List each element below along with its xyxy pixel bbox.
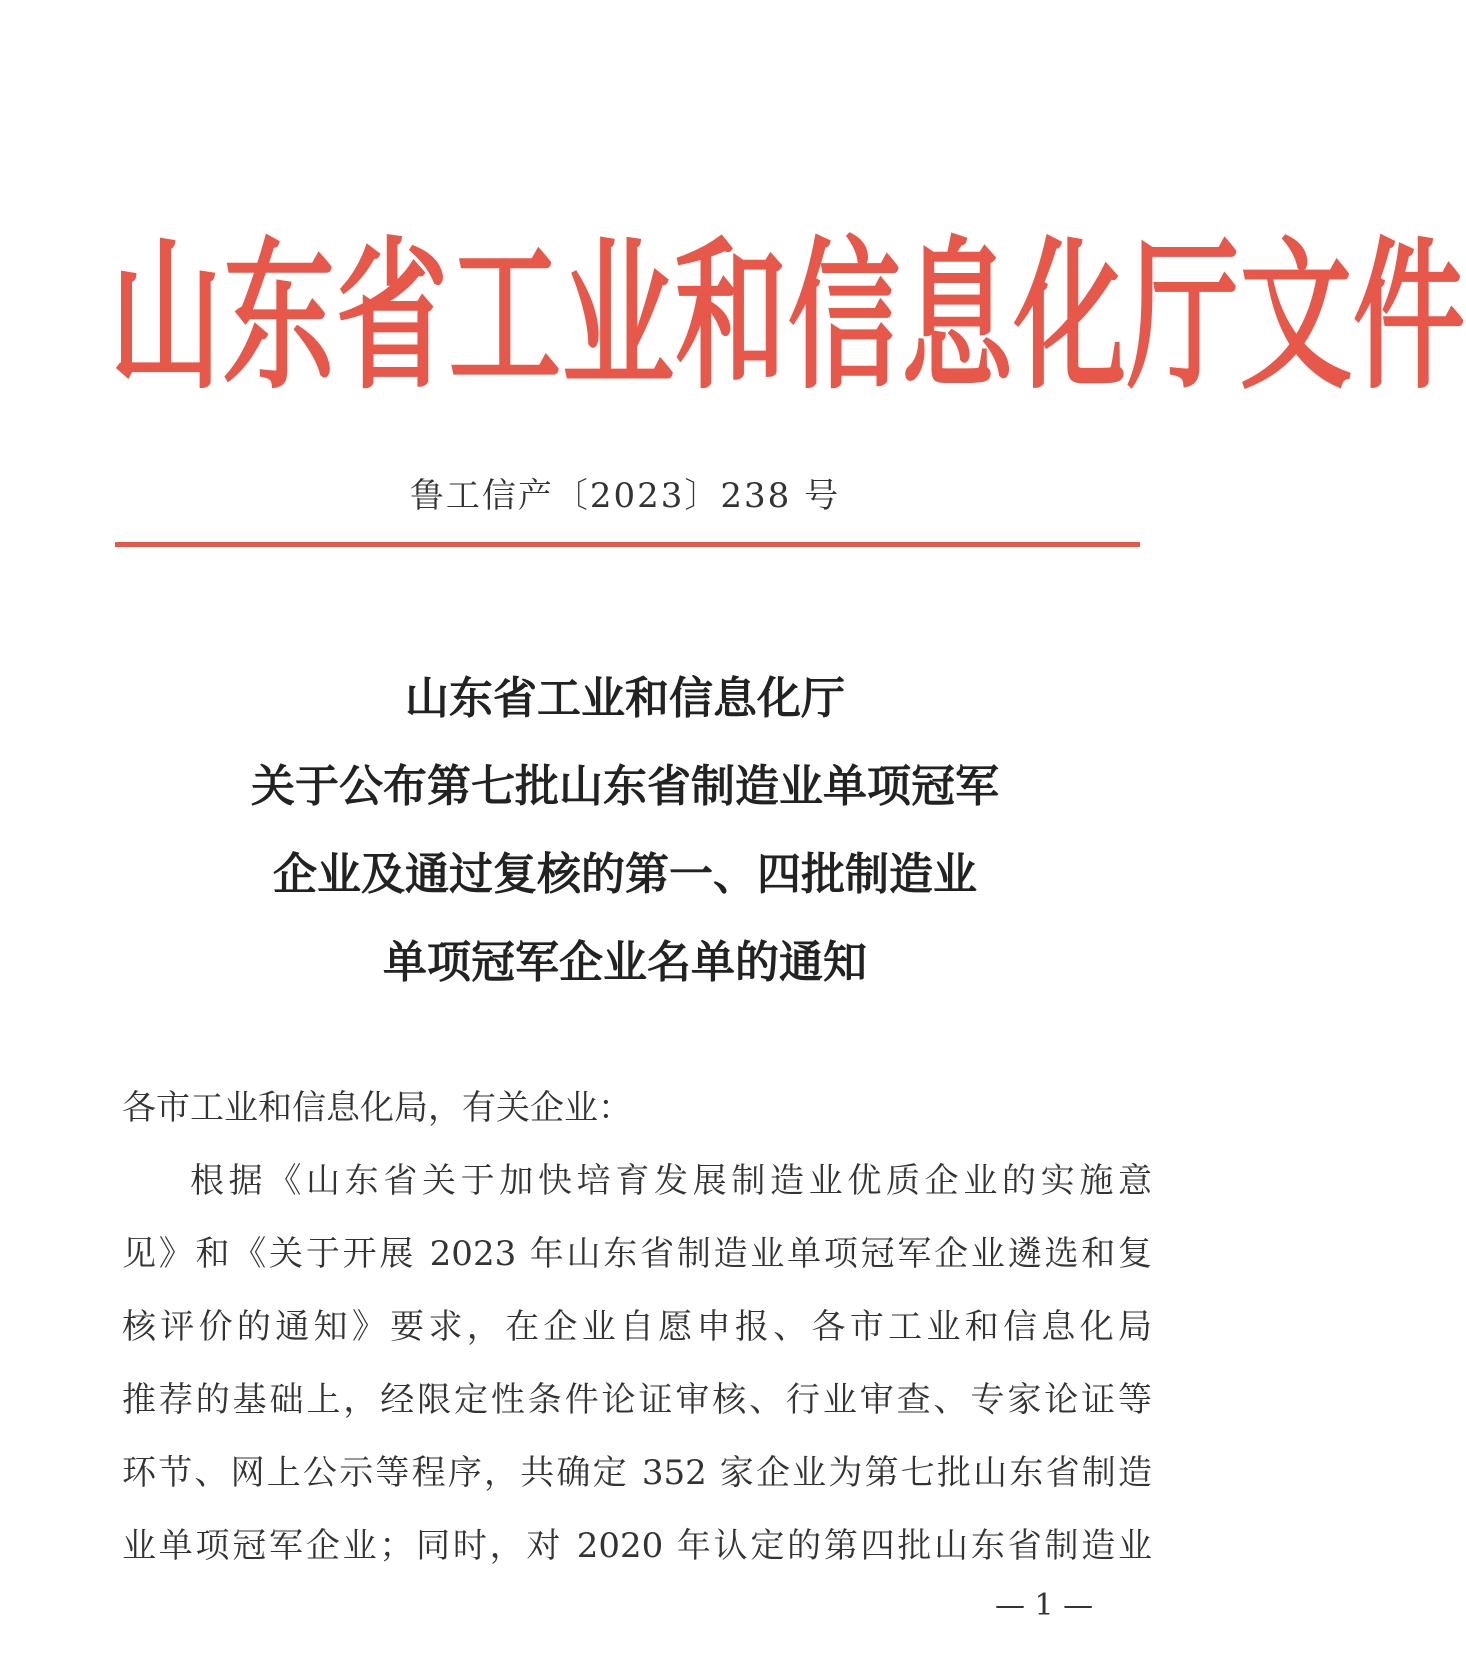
document-number: 鲁工信产〔2023〕238 号 (409, 476, 841, 516)
red-divider-line (115, 542, 1140, 547)
body-line: 见》和《关于开展 2023 年山东省制造业单项冠军企业遴选和复 (122, 1234, 1152, 1274)
title-line: 单项冠军企业名单的通知 (383, 937, 867, 988)
body-line: 根据《山东省关于加快培育发展制造业优质企业的实施意 (190, 1161, 1152, 1201)
body-line: 推荐的基础上，经限定性条件论证审核、行业审查、专家论证等 (122, 1380, 1152, 1420)
title-line: 山东省工业和信息化厅 (405, 673, 845, 724)
title-line: 企业及通过复核的第一、四批制造业 (273, 849, 977, 900)
body-line: 环节、网上公示等程序，共确定 352 家企业为第七批山东省制造 (122, 1453, 1152, 1493)
masthead-title: 山东省工业和信息化厅文件 (110, 222, 1466, 412)
salutation: 各市工业和信息化局，有关企业： (122, 1088, 632, 1128)
title-line: 关于公布第七批山东省制造业单项冠军 (251, 761, 999, 812)
body-line: 核评价的通知》要求，在企业自愿申报、各市工业和信息化局 (122, 1307, 1152, 1347)
body-line: 业单项冠军企业；同时，对 2020 年认定的第四批山东省制造业 (122, 1526, 1152, 1566)
notice-title (0, 655, 1250, 1007)
page-number: — 1 — (995, 1588, 1094, 1623)
body-text (122, 1072, 1152, 1583)
